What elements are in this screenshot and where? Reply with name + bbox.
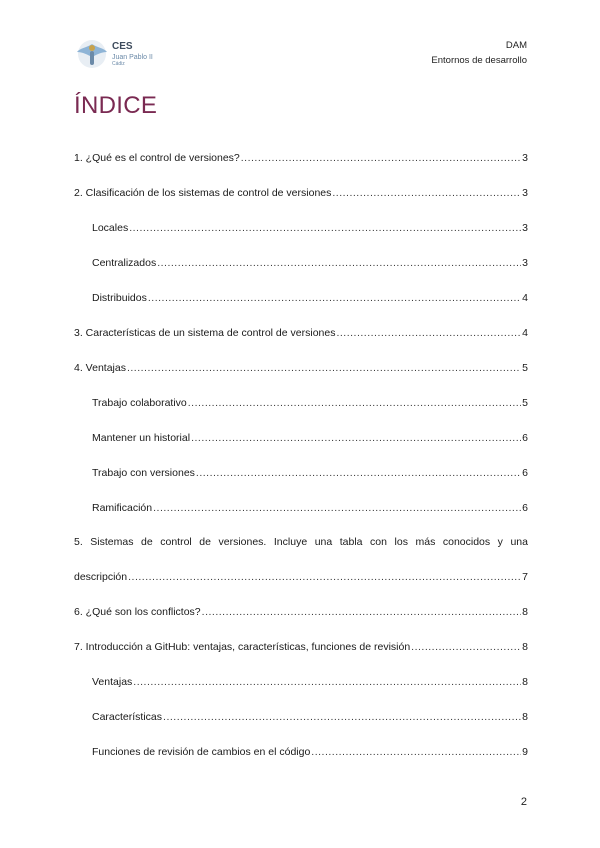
toc-subentry[interactable] [92, 746, 528, 758]
toc-subentry[interactable] [92, 222, 528, 234]
toc-entry[interactable] [74, 571, 528, 583]
toc-entry-title: Distribuidos [92, 292, 147, 304]
toc-subentry[interactable] [92, 467, 528, 479]
angel-emblem-icon [74, 36, 110, 72]
toc-entry-title: 2. Clasificación de los sistemas de control de versiones [74, 187, 332, 199]
toc-entry-title: Trabajo con versiones [92, 467, 195, 479]
toc-leader [191, 432, 521, 444]
toc-entry-page: 8 [522, 711, 528, 723]
toc-entry-page: 6 [522, 432, 528, 444]
subject-label: Entornos de desarrollo [431, 55, 527, 66]
toc-entry-page: 6 [522, 502, 528, 514]
course-label: DAM [505, 40, 527, 51]
toc-entry-title: 7. Introducción a GitHub: ventajas, características, funciones de revisión [74, 641, 411, 653]
toc-entry-title: 4. Ventajas [74, 362, 126, 374]
toc-entry-page: 9 [522, 746, 528, 758]
toc-entry-title: Características [92, 711, 163, 723]
toc-entry-page: 5 [522, 397, 528, 409]
logo-name: CES [112, 41, 133, 52]
toc-leader [411, 641, 521, 653]
toc-subentry[interactable] [92, 397, 528, 409]
toc-entry[interactable] [74, 362, 528, 374]
toc-entry-page: 4 [522, 327, 528, 339]
toc-entry-page: 8 [522, 606, 528, 618]
toc-entry-page: 8 [522, 641, 528, 653]
toc-entry[interactable] [74, 641, 528, 653]
toc-entry-title: Mantener un historial [92, 432, 191, 444]
toc-subentry[interactable] [92, 432, 528, 444]
toc-entry-title: 6. ¿Qué son los conflictos? [74, 606, 201, 618]
toc-subentry[interactable] [92, 711, 528, 723]
toc-subentry[interactable] [92, 676, 528, 688]
toc-entry-page: 8 [522, 676, 528, 688]
toc-leader [148, 292, 521, 304]
toc-leader [127, 362, 521, 374]
logo-city: Cádiz [112, 61, 125, 67]
logo-sub: Juan Pablo II [112, 54, 153, 61]
toc-leader [133, 676, 521, 688]
toc-leader [241, 152, 521, 164]
running-header [431, 38, 527, 68]
toc-leader [128, 571, 521, 583]
toc-entry-page: 3 [522, 152, 528, 164]
toc-entry[interactable] [74, 327, 528, 339]
toc-leader [336, 327, 521, 339]
page-number: 2 [520, 796, 527, 808]
toc-entry-title: Funciones de revisión de cambios en el código [92, 746, 311, 758]
toc-leader [153, 502, 521, 514]
toc-leader [129, 222, 521, 234]
toc-entry[interactable] [74, 606, 528, 618]
toc-subentry[interactable] [92, 502, 528, 514]
toc-subentry[interactable] [92, 292, 528, 304]
toc-leader [196, 467, 521, 479]
toc-entry-title: Locales [92, 222, 129, 234]
page-title: ÍNDICE [74, 92, 158, 119]
toc-entry-title: descripción [74, 571, 128, 583]
toc-entry-page: 3 [522, 187, 528, 199]
toc-entry-page: 3 [522, 257, 528, 269]
toc-entry[interactable] [74, 152, 528, 164]
toc-entry-title: Centralizados [92, 257, 157, 269]
logo-wordmark [112, 42, 153, 67]
toc-entry-page: 3 [522, 222, 528, 234]
toc-leader [163, 711, 521, 723]
toc-entry-wrapped-line[interactable]: 5. Sistemas de control de versiones. Incluye una tabla con los más conocidos y una [74, 536, 528, 548]
toc-leader [311, 746, 521, 758]
toc-entry-title: 1. ¿Qué es el control de versiones? [74, 152, 240, 164]
toc-entry-title: Ramificación [92, 502, 153, 514]
toc-entry-title: 3. Características de un sistema de control de versiones [74, 327, 336, 339]
toc-entry[interactable] [74, 187, 528, 199]
toc-entry-page: 7 [522, 571, 528, 583]
toc-leader [188, 397, 521, 409]
toc-leader [157, 257, 521, 269]
toc-leader [332, 187, 521, 199]
toc-entry-title: Ventajas [92, 676, 133, 688]
toc-entry-page: 5 [522, 362, 528, 374]
toc-leader [202, 606, 522, 618]
toc-subentry[interactable] [92, 257, 528, 269]
toc-entry-page: 6 [522, 467, 528, 479]
toc-entry-page: 4 [522, 292, 528, 304]
toc-entry-title: Trabajo colaborativo [92, 397, 187, 409]
